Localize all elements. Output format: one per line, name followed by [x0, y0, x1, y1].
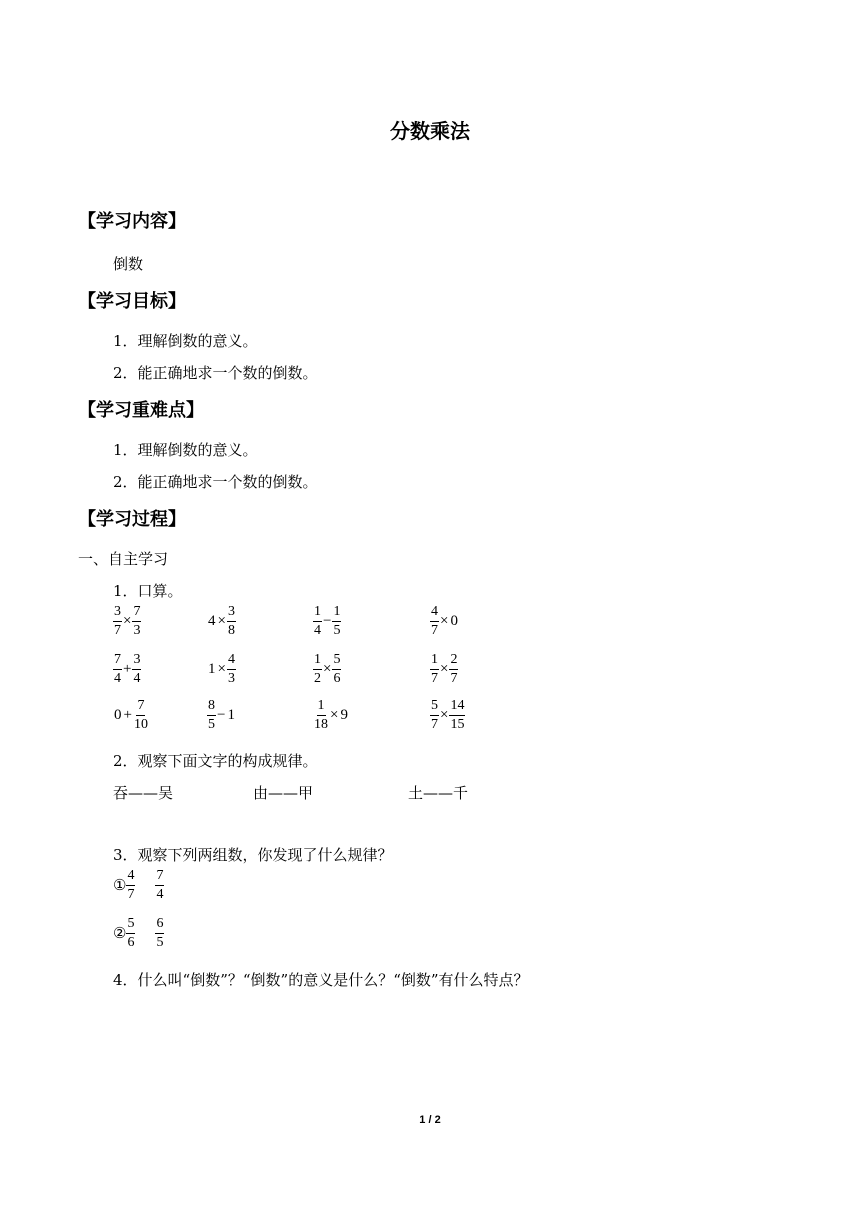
group-marker: ①: [113, 878, 127, 894]
math-expression: [313, 603, 341, 640]
q3-label: 3．观察下列两组数，你发现了什么规律？: [113, 846, 393, 864]
operator: ×: [440, 707, 449, 723]
fraction: $\frac{14}{15}$: [450, 698, 465, 732]
character-pair: 由——甲: [253, 784, 314, 802]
fraction: $\frac{6}{5}$: [156, 916, 164, 950]
key-point-item: 1．理解倒数的意义。: [113, 441, 258, 459]
fraction: $\frac{1}{4}$: [314, 604, 321, 638]
whole-number: 0: [450, 613, 458, 629]
fraction: $\frac{1}{2}$: [314, 652, 321, 686]
operator: ×: [217, 661, 226, 677]
fraction: $\frac{5}{6}$: [127, 916, 135, 950]
fraction: $\frac{4}{7}$: [127, 868, 135, 902]
fraction: $\frac{5}{7}$: [431, 698, 438, 732]
math-expression: [113, 603, 141, 640]
whole-number: 9: [340, 707, 348, 723]
key-point-item: 2．能正确地求一个数的倒数。: [113, 473, 318, 491]
fraction: $\frac{3}{7}$: [114, 604, 121, 638]
number-group-1: [113, 867, 164, 904]
fraction: $\frac{7}{4}$: [156, 868, 164, 902]
page-number: 1 / 2: [419, 1114, 441, 1126]
page-title: 分数乘法: [390, 119, 470, 143]
fraction: $\frac{3}{4}$: [133, 652, 141, 686]
fraction: $\frac{3}{8}$: [227, 604, 235, 638]
math-expression: [430, 651, 458, 688]
section-heading-process: 【学习过程】: [78, 509, 186, 530]
math-expression: [207, 651, 236, 688]
math-expression: [113, 651, 141, 688]
math-expression: [113, 697, 149, 734]
fraction: $\frac{1}{18}$: [314, 698, 328, 732]
whole-number: 1: [227, 707, 235, 723]
fraction: $\frac{7}{10}$: [133, 698, 148, 732]
q2-label: 2．观察下面文字的构成规律。: [113, 752, 318, 770]
fraction: $\frac{8}{5}$: [208, 698, 215, 732]
content-text: 倒数: [113, 255, 144, 273]
character-pair: 吞——吴: [113, 784, 174, 802]
math-expression: [207, 697, 236, 734]
operator: +: [123, 661, 132, 677]
operator: ×: [323, 661, 332, 677]
math-expression: [313, 651, 341, 688]
fraction: $\frac{7}{4}$: [114, 652, 121, 686]
section-heading-key-points: 【学习重难点】: [78, 400, 204, 421]
q1-label: 1．口算。: [113, 582, 183, 600]
whole-number: 4: [208, 613, 216, 629]
fraction: $\frac{7}{3}$: [133, 604, 141, 638]
operator: −: [217, 707, 226, 723]
section-heading-goals: 【学习目标】: [78, 291, 186, 312]
fraction: $\frac{2}{7}$: [450, 652, 458, 686]
group-marker: ②: [113, 926, 127, 942]
operator: ×: [330, 707, 339, 723]
operator: +: [123, 707, 132, 723]
math-expression: [207, 603, 236, 640]
whole-number: 0: [114, 707, 122, 723]
operator: ×: [217, 613, 226, 629]
section-heading-content: 【学习内容】: [78, 211, 186, 232]
operator: ×: [440, 661, 449, 677]
operator: ×: [440, 613, 449, 629]
fraction: $\frac{5}{6}$: [333, 652, 341, 686]
operator: ×: [123, 613, 132, 629]
character-pair: 土——千: [408, 784, 469, 802]
whole-number: 1: [208, 661, 216, 677]
operator: −: [323, 613, 332, 629]
q4-label: 4．什么叫“倒数”？“倒数”的意义是什么？“倒数”有什么特点？: [113, 971, 529, 989]
number-group-2: [113, 915, 164, 952]
math-expression: [430, 603, 459, 640]
fraction: $\frac{4}{3}$: [227, 652, 235, 686]
fraction: $\frac{1}{5}$: [333, 604, 341, 638]
math-expression: [430, 697, 465, 734]
self-study-label: 一、自主学习: [78, 550, 169, 568]
fraction: $\frac{1}{7}$: [431, 652, 438, 686]
goal-item: 1．理解倒数的意义。: [113, 332, 258, 350]
goal-item: 2．能正确地求一个数的倒数。: [113, 364, 318, 382]
math-expression: [313, 697, 349, 734]
fraction: $\frac{4}{7}$: [431, 604, 438, 638]
